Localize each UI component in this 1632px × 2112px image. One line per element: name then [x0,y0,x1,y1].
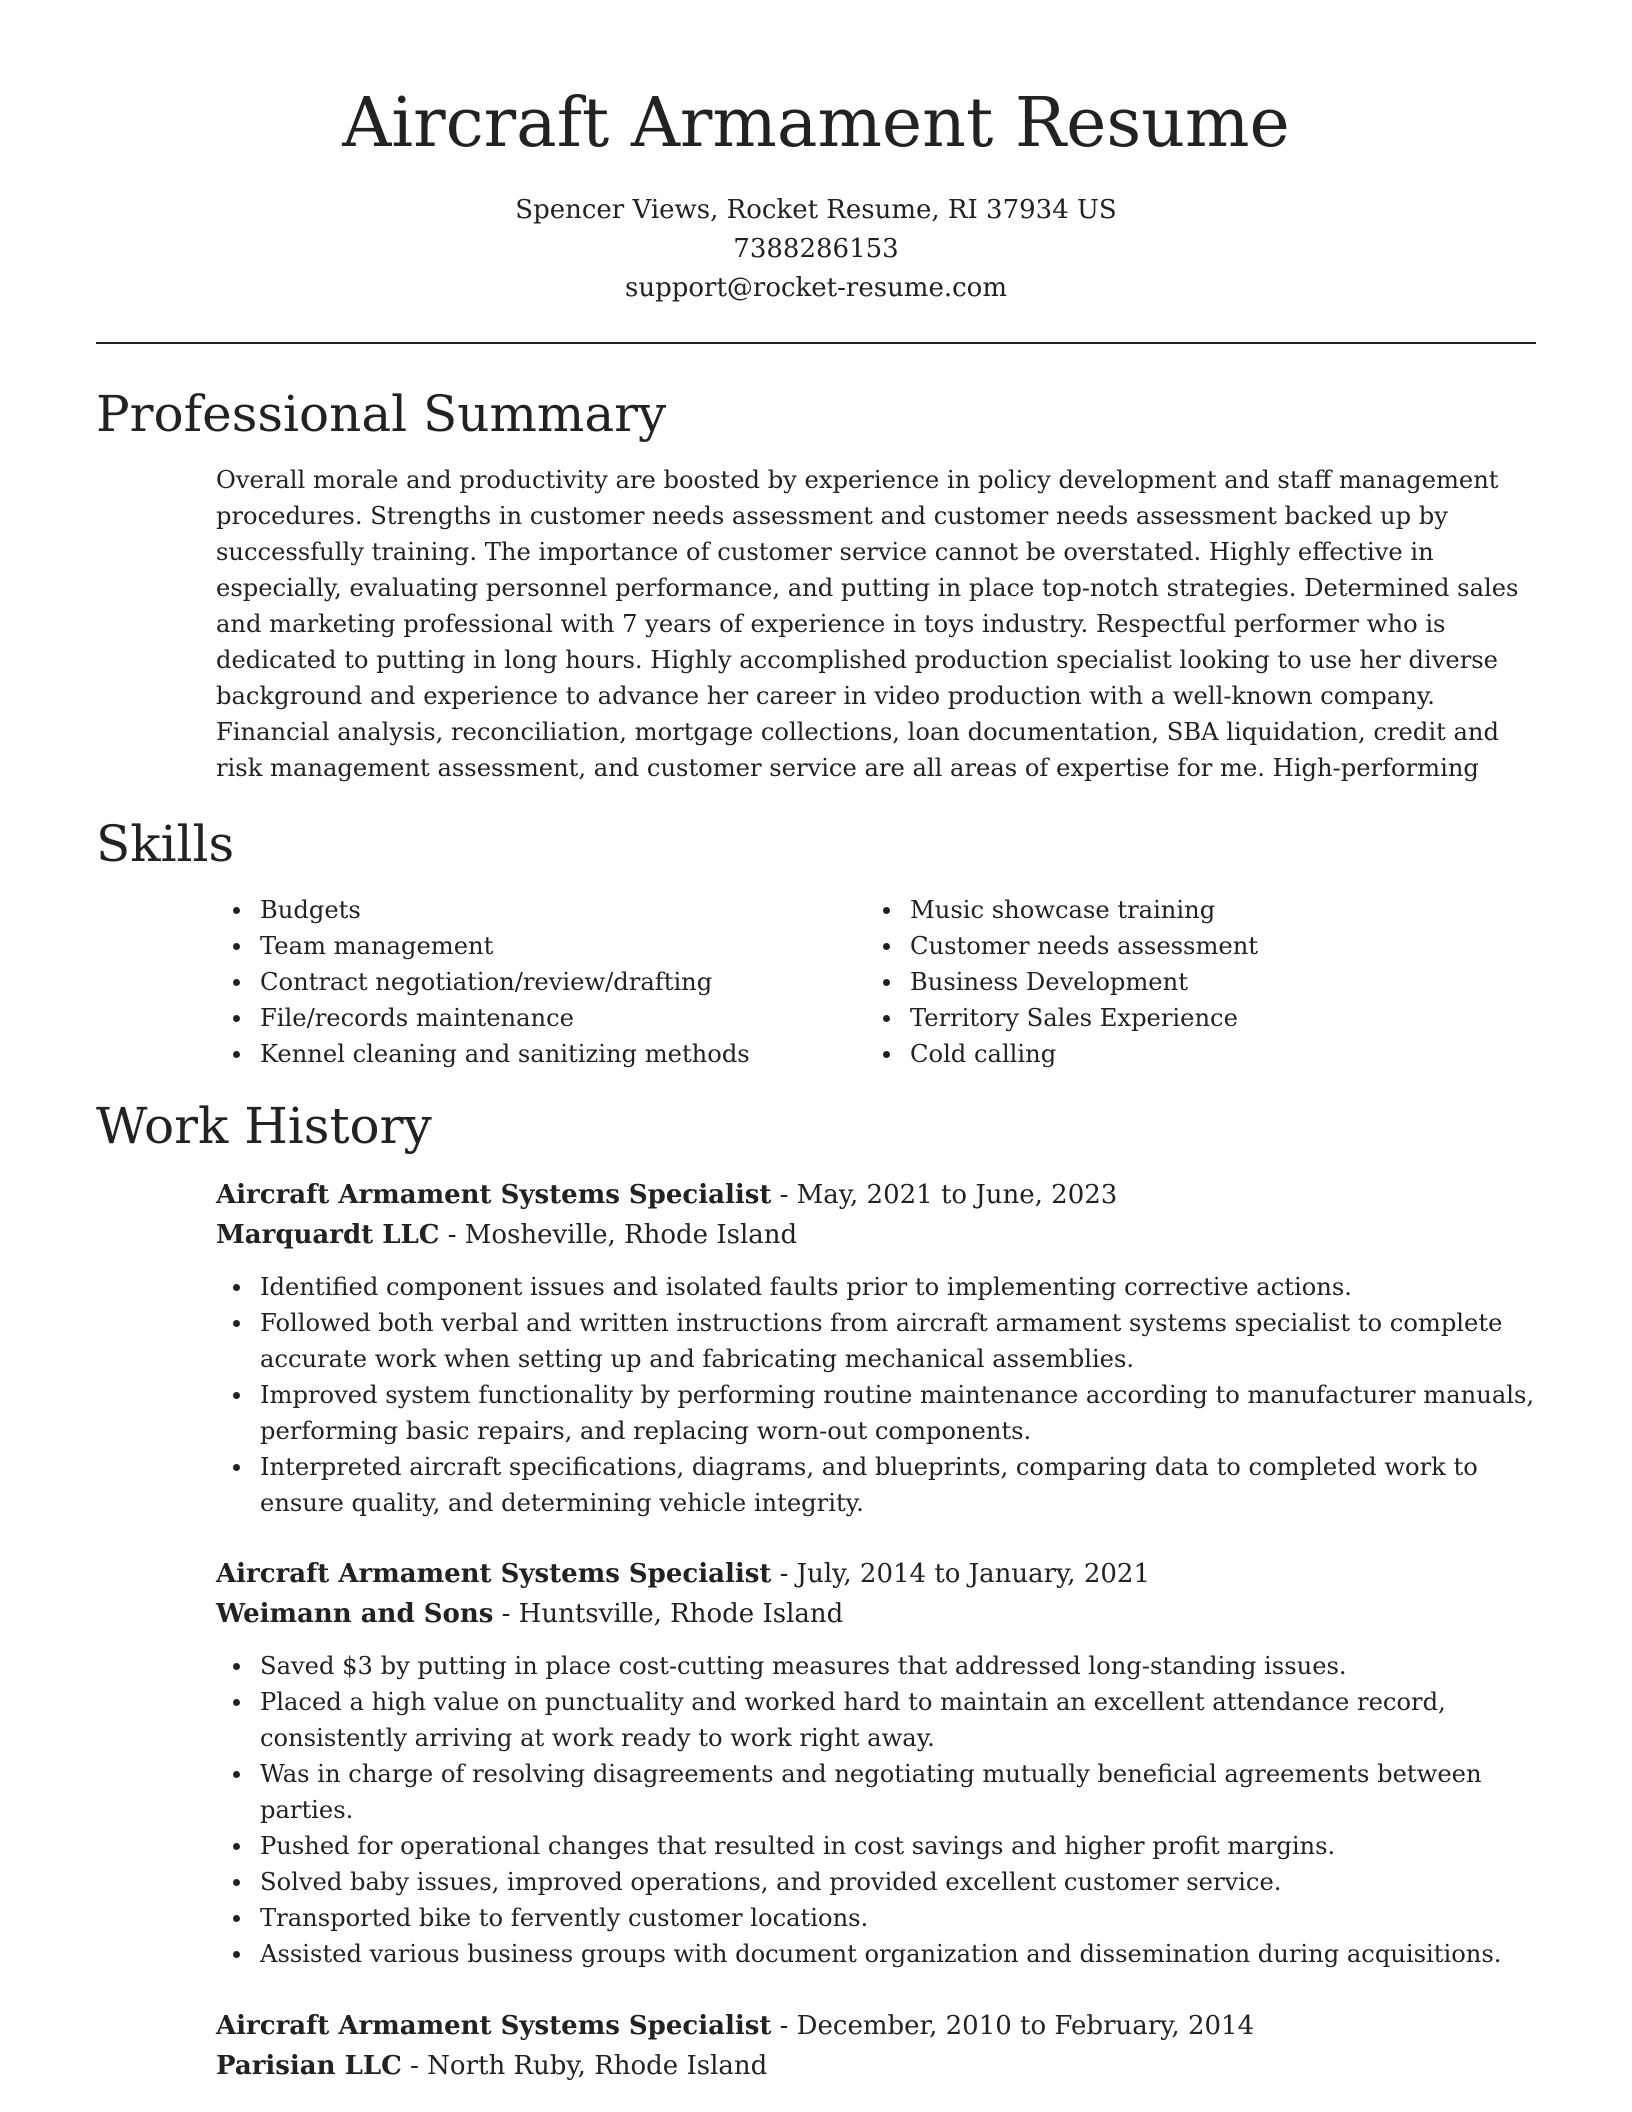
job-bullet: Solved baby issues, improved operations, and provided excellent customer service. [216,1864,1538,1900]
skills-list-right [866,892,1526,1072]
job-bullet: Pushed for operational changes that resulted in cost savings and higher profit margins. [216,1828,1538,1864]
job-title-line [216,1175,1538,1215]
job-title-line [216,1554,1538,1594]
job-location: - Huntsville, Rhode Island [493,1599,844,1629]
skill-item: File/records maintenance [216,1000,836,1036]
skill-item: Contract negotiation/review/drafting [216,964,836,1000]
job-dates: - July, 2014 to January, 2021 [771,1559,1150,1589]
job-company: Marquardt LLC [216,1220,440,1250]
work-history-heading: Work History [96,1097,432,1155]
job-title: Aircraft Armament Systems Specialist [216,1559,772,1589]
job-bullets [216,1269,1538,1521]
job-entry [216,2006,1538,2086]
job-title: Aircraft Armament Systems Specialist [216,2011,772,2041]
resume-title: Aircraft Armament Resume [342,84,1290,163]
job-dates: - May, 2021 to June, 2023 [771,1180,1118,1210]
skills-heading: Skills [96,815,235,873]
job-location: - North Ruby, Rhode Island [401,2051,768,2081]
job-company: Parisian LLC [216,2051,402,2081]
job-bullet: Saved $3 by putting in place cost-cutting measures that addressed long-standing issues. [216,1648,1538,1684]
contact-address: Spencer Views, Rocket Resume, RI 37934 US [515,195,1117,225]
summary-text: Overall morale and productivity are boosted by experience in policy development and staff management procedures. Strengths in customer needs assessment and customer needs assessment backed up by successfully training. The importance of customer service cannot be overstated. Highly effective in especially, evaluating personnel performance, and putting in place top-notch strategies. Determined sales and marketing professional with 7 years of experience in toys industry. Respectful performer who is dedicated to putting in long hours. Highly accomplished production specialist looking to use her diverse background and experience to advance her career in video production with a well-known company. Financial analysis, reconciliation, mortgage collections, loan documentation, SBA liquidation, credit and risk management assessment, and customer service are all areas of expertise for me. High-performing [216,466,1519,782]
job-dates: - December, 2010 to February, 2014 [771,2011,1255,2041]
job-bullet: Interpreted aircraft specifications, diagrams, and blueprints, comparing data to completed work to ensure quality, and determining vehicle integrity. [216,1449,1538,1521]
header-divider [96,342,1536,344]
skill-item: Business Development [866,964,1526,1000]
job-location: - Mosheville, Rhode Island [439,1220,798,1250]
job-bullet: Identified component issues and isolated faults prior to implementing corrective actions. [216,1269,1538,1305]
job-entry [216,1175,1538,1521]
job-bullets [216,1648,1538,1972]
skill-item: Budgets [216,892,836,928]
skill-item: Team management [216,928,836,964]
skills-list-left [216,892,836,1072]
job-company-line [216,1215,1538,1255]
summary-heading: Professional Summary [96,385,667,443]
skill-item: Cold calling [866,1036,1526,1072]
skill-item: Territory Sales Experience [866,1000,1526,1036]
job-company: Weimann and Sons [216,1599,494,1629]
job-bullet: Was in charge of resolving disagreements and negotiating mutually beneficial agreements between parties. [216,1756,1538,1828]
contact-phone: 7388286153 [733,234,899,264]
job-bullet: Assisted various business groups with document organization and dissemination during acquisitions. [216,1936,1538,1972]
job-bullet: Transported bike to fervently customer locations. [216,1900,1538,1936]
contact-email: support@rocket-resume.com [624,273,1007,303]
skill-item: Kennel cleaning and sanitizing methods [216,1036,836,1072]
job-bullet: Followed both verbal and written instructions from aircraft armament systems specialist to complete accurate work when setting up and fabricating mechanical assemblies. [216,1305,1538,1377]
job-title: Aircraft Armament Systems Specialist [216,1180,772,1210]
skill-item: Customer needs assessment [866,928,1526,964]
job-bullet: Placed a high value on punctuality and worked hard to maintain an excellent attendance record, consistently arriving at work ready to work right away. [216,1684,1538,1756]
skill-item: Music showcase training [866,892,1526,928]
job-bullet: Improved system functionality by performing routine maintenance according to manufacturer manuals, performing basic repairs, and replacing worn-out components. [216,1377,1538,1449]
job-company-line [216,2046,1538,2086]
job-entry [216,1554,1538,1972]
job-title-line [216,2006,1538,2046]
job-company-line [216,1594,1538,1634]
contact-block [0,191,1632,308]
